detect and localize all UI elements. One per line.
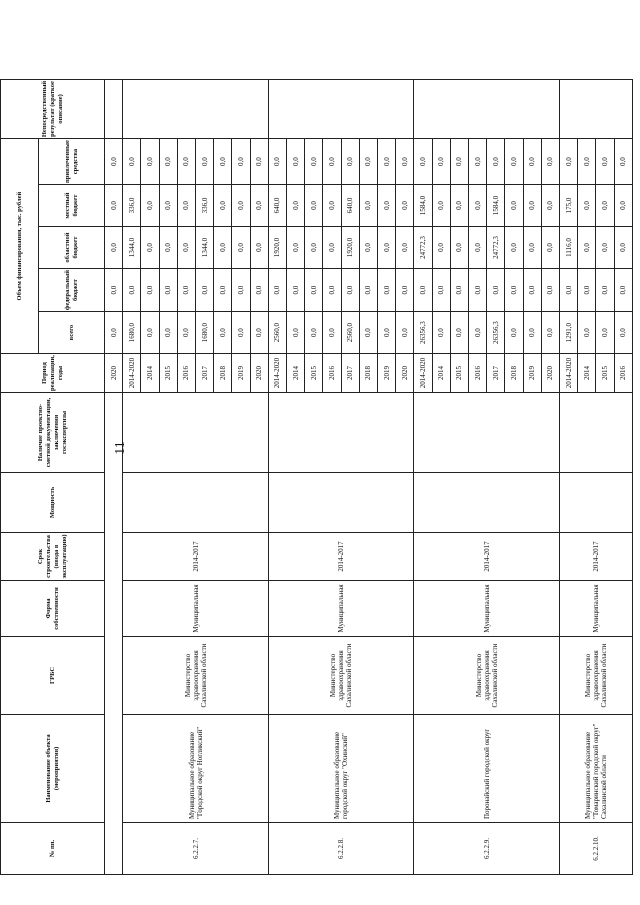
total-cell: 0,0: [105, 312, 123, 354]
result-cell: [123, 79, 269, 138]
local-cell: 175,0: [560, 185, 578, 227]
total-cell: 0,0: [232, 312, 250, 354]
attracted-cell: 0,0: [177, 139, 195, 185]
header-federal: федеральный бюджет: [39, 269, 105, 312]
result-cell: [414, 79, 560, 138]
federal-cell: 0,0: [614, 269, 632, 312]
attracted-cell: 0,0: [596, 139, 614, 185]
ownership-cell: Муниципальная: [414, 581, 560, 637]
period-cell: 2014: [578, 354, 596, 393]
federal-cell: 0,0: [359, 269, 377, 312]
total-cell: 0,0: [614, 312, 632, 354]
total-cell: 0,0: [159, 312, 177, 354]
local-cell: 640,0: [268, 185, 286, 227]
federal-cell: 0,0: [305, 269, 323, 312]
period-cell: 2016: [614, 354, 632, 393]
total-cell: 0,0: [505, 312, 523, 354]
federal-cell: 0,0: [378, 269, 396, 312]
federal-cell: 0,0: [250, 269, 268, 312]
total-cell: 0,0: [305, 312, 323, 354]
term-cell: 2014-2017: [268, 533, 414, 581]
attracted-cell: 0,0: [560, 139, 578, 185]
local-cell: 0,0: [105, 185, 123, 227]
local-cell: 0,0: [141, 185, 159, 227]
attracted-cell: 0,0: [305, 139, 323, 185]
federal-cell: 0,0: [596, 269, 614, 312]
regional-cell: 0,0: [469, 227, 487, 269]
docs-cell: [268, 393, 414, 473]
header-docs: Наличие проектно-сметной документации, заключения госэкспертизы: [1, 393, 105, 473]
regional-cell: 1344,0: [196, 227, 214, 269]
local-cell: 1584,0: [487, 185, 505, 227]
local-cell: 0,0: [177, 185, 195, 227]
term-cell: 2014-2017: [560, 533, 633, 581]
regional-cell: 0,0: [232, 227, 250, 269]
period-cell: 2017: [196, 354, 214, 393]
grbs-cell: Министерство здравоохранения Сахалинской области: [414, 637, 560, 715]
period-cell: 2020: [105, 354, 123, 393]
federal-cell: 0,0: [414, 269, 432, 312]
period-cell: 2015: [450, 354, 468, 393]
period-cell: 2020: [396, 354, 414, 393]
term-cell: 2014-2017: [414, 533, 560, 581]
local-cell: 0,0: [250, 185, 268, 227]
period-cell: 2015: [596, 354, 614, 393]
federal-cell: 0,0: [196, 269, 214, 312]
period-cell: 2014-2020: [414, 354, 432, 393]
regional-cell: 0,0: [378, 227, 396, 269]
header-local: местный бюджет: [39, 185, 105, 227]
table-row: [414, 79, 432, 874]
regional-cell: 0,0: [214, 227, 232, 269]
result-cell: [105, 79, 123, 138]
header-term: Срок строительства (ввода в эксплуатацию): [1, 533, 105, 581]
regional-cell: 1116,0: [560, 227, 578, 269]
attracted-cell: 0,0: [469, 139, 487, 185]
attracted-cell: 0,0: [250, 139, 268, 185]
attracted-cell: 0,0: [105, 139, 123, 185]
federal-cell: 0,0: [323, 269, 341, 312]
period-cell: 2015: [159, 354, 177, 393]
federal-cell: 0,0: [541, 269, 559, 312]
ownership-cell: Муниципальная: [268, 581, 414, 637]
header-funding: Объем финансирования, тыс. рублей: [1, 139, 39, 354]
regional-cell: 0,0: [505, 227, 523, 269]
federal-cell: 0,0: [396, 269, 414, 312]
federal-cell: 0,0: [450, 269, 468, 312]
period-cell: 2014: [287, 354, 305, 393]
local-cell: 0,0: [450, 185, 468, 227]
attracted-cell: 0,0: [396, 139, 414, 185]
power-cell: [560, 473, 633, 533]
local-cell: 0,0: [323, 185, 341, 227]
federal-cell: 0,0: [287, 269, 305, 312]
grbs-cell: Министерство здравоохранения Сахалинской области: [268, 637, 414, 715]
local-cell: 336,0: [123, 185, 141, 227]
attracted-cell: 0,0: [214, 139, 232, 185]
local-cell: 0,0: [469, 185, 487, 227]
local-cell: 0,0: [596, 185, 614, 227]
local-cell: 640,0: [341, 185, 359, 227]
header-name: Наименование объекта (мероприятия): [1, 715, 105, 823]
period-cell: 2014-2020: [123, 354, 141, 393]
project-number-cell: 6.2.2.10.: [560, 823, 633, 875]
period-cell: 2019: [378, 354, 396, 393]
project-number-cell: 6.2.2.7.: [123, 823, 269, 875]
header-regional: областной бюджет: [39, 227, 105, 269]
federal-cell: 0,0: [523, 269, 541, 312]
project-number-cell: 6.2.2.9.: [414, 823, 560, 875]
local-cell: 0,0: [359, 185, 377, 227]
power-cell: [268, 473, 414, 533]
federal-cell: 0,0: [177, 269, 195, 312]
federal-cell: 0,0: [141, 269, 159, 312]
federal-cell: 0,0: [505, 269, 523, 312]
total-cell: 0,0: [541, 312, 559, 354]
header-attracted: привлеченные средства: [39, 139, 105, 185]
period-cell: 2020: [541, 354, 559, 393]
local-cell: 0,0: [505, 185, 523, 227]
period-cell: 2015: [305, 354, 323, 393]
attracted-cell: 0,0: [232, 139, 250, 185]
period-cell: 2014-2020: [268, 354, 286, 393]
ownership-cell: Муниципальная: [560, 581, 633, 637]
total-cell: 0,0: [378, 312, 396, 354]
total-cell: 1680,0: [196, 312, 214, 354]
total-cell: 0,0: [450, 312, 468, 354]
result-cell: [268, 79, 414, 138]
total-cell: 0,0: [432, 312, 450, 354]
federal-cell: 0,0: [432, 269, 450, 312]
attracted-cell: 0,0: [523, 139, 541, 185]
project-name-cell: Поронайский городской округ: [414, 715, 560, 823]
period-cell: 2016: [323, 354, 341, 393]
project-number-cell: 6.2.2.8.: [268, 823, 414, 875]
period-cell: 2014: [432, 354, 450, 393]
total-cell: 0,0: [177, 312, 195, 354]
attracted-cell: 0,0: [268, 139, 286, 185]
regional-cell: 0,0: [596, 227, 614, 269]
total-cell: 26356,3: [487, 312, 505, 354]
table-row: [268, 79, 286, 874]
local-cell: 0,0: [287, 185, 305, 227]
local-cell: 336,0: [196, 185, 214, 227]
period-cell: 2016: [177, 354, 195, 393]
result-cell: [560, 79, 633, 138]
total-cell: 0,0: [141, 312, 159, 354]
regional-cell: 0,0: [323, 227, 341, 269]
page-number: 11: [113, 441, 128, 455]
local-cell: 1584,0: [414, 185, 432, 227]
regional-cell: 0,0: [523, 227, 541, 269]
attracted-cell: 0,0: [341, 139, 359, 185]
project-name-cell: Муниципальное образование "Томаринский городской округ" Сахалинской области: [560, 715, 633, 823]
federal-cell: 0,0: [214, 269, 232, 312]
attracted-cell: 0,0: [541, 139, 559, 185]
regional-cell: 24772,3: [414, 227, 432, 269]
continued-blank-cell: [105, 393, 123, 875]
header-period: Период реализации, годы: [1, 354, 105, 393]
regional-cell: 0,0: [359, 227, 377, 269]
federal-cell: 0,0: [578, 269, 596, 312]
power-cell: [123, 473, 269, 533]
table-header: [1, 79, 105, 874]
attracted-cell: 0,0: [432, 139, 450, 185]
regional-cell: 0,0: [432, 227, 450, 269]
regional-cell: 0,0: [450, 227, 468, 269]
table-row: [123, 79, 141, 874]
header-grbs: ГРБС: [1, 637, 105, 715]
total-cell: 0,0: [323, 312, 341, 354]
table-row: [105, 79, 123, 874]
period-cell: 2018: [359, 354, 377, 393]
attracted-cell: 0,0: [196, 139, 214, 185]
total-cell: 0,0: [523, 312, 541, 354]
regional-cell: 0,0: [305, 227, 323, 269]
funding-table: [0, 79, 633, 875]
attracted-cell: 0,0: [614, 139, 632, 185]
term-cell: 2014-2017: [123, 533, 269, 581]
period-cell: 2017: [487, 354, 505, 393]
attracted-cell: 0,0: [505, 139, 523, 185]
federal-cell: 0,0: [469, 269, 487, 312]
federal-cell: 0,0: [123, 269, 141, 312]
header-form: Форма собственности: [1, 581, 105, 637]
period-cell: 2019: [232, 354, 250, 393]
total-cell: 0,0: [596, 312, 614, 354]
regional-cell: 0,0: [614, 227, 632, 269]
period-cell: 2014: [141, 354, 159, 393]
attracted-cell: 0,0: [287, 139, 305, 185]
attracted-cell: 0,0: [378, 139, 396, 185]
attracted-cell: 0,0: [450, 139, 468, 185]
total-cell: 0,0: [578, 312, 596, 354]
header-total: всего: [39, 312, 105, 354]
period-cell: 2017: [341, 354, 359, 393]
period-cell: 2018: [505, 354, 523, 393]
period-cell: 2019: [523, 354, 541, 393]
federal-cell: 0,0: [341, 269, 359, 312]
local-cell: 0,0: [432, 185, 450, 227]
attracted-cell: 0,0: [578, 139, 596, 185]
regional-cell: 0,0: [250, 227, 268, 269]
total-cell: 26356,3: [414, 312, 432, 354]
grbs-cell: Министерство здравоохранения Сахалинской области: [123, 637, 269, 715]
period-cell: 2014-2020: [560, 354, 578, 393]
local-cell: 0,0: [305, 185, 323, 227]
table-row: [560, 79, 578, 874]
regional-cell: 0,0: [141, 227, 159, 269]
attracted-cell: 0,0: [123, 139, 141, 185]
attracted-cell: 0,0: [159, 139, 177, 185]
total-cell: 0,0: [287, 312, 305, 354]
total-cell: 2560,0: [268, 312, 286, 354]
grbs-cell: Министерство здравоохранения Сахалинской области: [560, 637, 633, 715]
local-cell: 0,0: [159, 185, 177, 227]
regional-cell: 0,0: [541, 227, 559, 269]
local-cell: 0,0: [541, 185, 559, 227]
docs-cell: [560, 393, 633, 473]
regional-cell: 0,0: [105, 227, 123, 269]
attracted-cell: 0,0: [414, 139, 432, 185]
total-cell: 0,0: [359, 312, 377, 354]
regional-cell: 0,0: [396, 227, 414, 269]
total-cell: 1291,0: [560, 312, 578, 354]
total-cell: 0,0: [250, 312, 268, 354]
local-cell: 0,0: [396, 185, 414, 227]
regional-cell: 0,0: [578, 227, 596, 269]
attracted-cell: 0,0: [323, 139, 341, 185]
regional-cell: 0,0: [177, 227, 195, 269]
total-cell: 0,0: [469, 312, 487, 354]
regional-cell: 1920,0: [268, 227, 286, 269]
header-power: Мощность: [1, 473, 105, 533]
table-body: [105, 79, 633, 874]
attracted-cell: 0,0: [487, 139, 505, 185]
regional-cell: 1344,0: [123, 227, 141, 269]
header-result: Непосредственный результат (краткое описание): [1, 79, 105, 138]
regional-cell: 1920,0: [341, 227, 359, 269]
local-cell: 0,0: [523, 185, 541, 227]
local-cell: 0,0: [378, 185, 396, 227]
total-cell: 1680,0: [123, 312, 141, 354]
period-cell: 2020: [250, 354, 268, 393]
total-cell: 2560,0: [341, 312, 359, 354]
federal-cell: 0,0: [105, 269, 123, 312]
local-cell: 0,0: [232, 185, 250, 227]
regional-cell: 0,0: [287, 227, 305, 269]
local-cell: 0,0: [614, 185, 632, 227]
project-name-cell: Муниципальное образование городской округ "Охинский": [268, 715, 414, 823]
power-cell: [414, 473, 560, 533]
local-cell: 0,0: [214, 185, 232, 227]
total-cell: 0,0: [396, 312, 414, 354]
ownership-cell: Муниципальная: [123, 581, 269, 637]
federal-cell: 0,0: [268, 269, 286, 312]
header-no: № пп.: [1, 823, 105, 875]
regional-cell: 24772,3: [487, 227, 505, 269]
docs-cell: [414, 393, 560, 473]
attracted-cell: 0,0: [141, 139, 159, 185]
federal-cell: 0,0: [487, 269, 505, 312]
docs-cell: [123, 393, 269, 473]
federal-cell: 0,0: [159, 269, 177, 312]
attracted-cell: 0,0: [359, 139, 377, 185]
project-name-cell: Муниципальное образование "Городской округ Ногликский": [123, 715, 269, 823]
regional-cell: 0,0: [159, 227, 177, 269]
period-cell: 2016: [469, 354, 487, 393]
local-cell: 0,0: [578, 185, 596, 227]
total-cell: 0,0: [214, 312, 232, 354]
period-cell: 2018: [214, 354, 232, 393]
federal-cell: 0,0: [560, 269, 578, 312]
federal-cell: 0,0: [232, 269, 250, 312]
